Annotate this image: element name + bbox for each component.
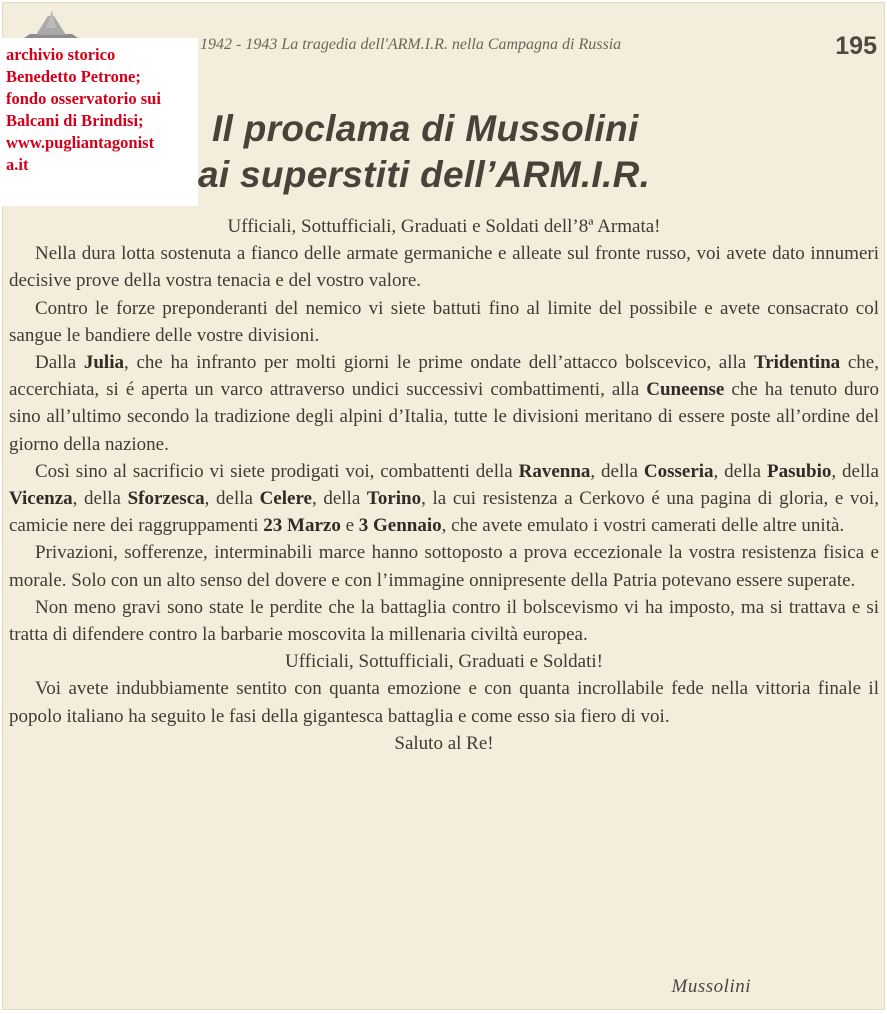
stamp-line: fondo osservatorio sui xyxy=(6,89,161,108)
text-run: , che ha infranto per molti giorni le prime ondate dell’attacco bolscevico, alla xyxy=(123,352,754,374)
stamp-line: a.it xyxy=(6,155,29,174)
unit-name: 23 Marzo xyxy=(263,515,341,537)
running-head: 1942 - 1943 La tragedia dell'ARM.I.R. nella Campagna di Russia xyxy=(200,36,622,53)
division-name: Celere xyxy=(259,488,312,510)
division-name: Sforzesca xyxy=(127,488,205,510)
division-name: Cuneense xyxy=(646,379,725,401)
division-name: Torino xyxy=(366,488,422,510)
article-title xyxy=(198,106,798,198)
paragraph: Privazioni, sofferenze, interminabili marce hanno sottoposto a prova eccezionale la vostra resistenza fisica e morale. Solo con un alto senso del dovere e con l’immagine onnipresente della Patria potevano essere superate. xyxy=(9,542,879,591)
paragraph xyxy=(9,349,879,458)
text-run: , della xyxy=(311,488,367,510)
division-name: Julia xyxy=(83,352,124,374)
paragraph: Nella dura lotta sostenuta a fianco delle armate germaniche e alleate sul fronte russo, voi avete dato innumeri decisive prove della vostra tenacia e del vostro valore. xyxy=(9,243,879,292)
division-name: Ravenna xyxy=(518,460,591,482)
text-run: che ha tenuto duro sino all’ultimo secondo la tradizione degli alpini d’Italia, tutte le divisioni meritano di essere poste all’ordine del giorno della nazione. xyxy=(9,379,879,455)
title-line-2: ai superstiti dell’ARM.I.R. xyxy=(198,154,651,195)
paragraph xyxy=(9,458,879,540)
signature: Mussolini xyxy=(671,976,751,997)
text-run: , della xyxy=(72,488,128,510)
text-run: che, accerchiata, si é aperta un varco attraverso undici successivi combattimenti, alla xyxy=(9,352,879,401)
paragraph: Contro le forze preponderanti del nemico vi siete battuti fino al limite del possibile e avete consacrato col sangue le bandiere delle vostre divisioni. xyxy=(9,297,879,346)
paragraph: Non meno gravi sono state le perdite che la battaglia contro il bolscevismo vi ha imposto, ma si trattava e si tratta di difendere contro la barbarie moscovita la millenaria civiltà europea. xyxy=(9,596,879,646)
text-run: , della xyxy=(590,460,644,482)
closing-line: Saluto al Re! xyxy=(394,732,494,754)
title-line-1: Il proclama di Mussolini xyxy=(212,108,639,149)
text-run: , che avete emulato i vostri camerati delle altre unità. xyxy=(441,515,845,537)
proclamation-body xyxy=(9,213,879,757)
division-name: Cosseria xyxy=(643,460,714,482)
text-run: e xyxy=(340,515,359,537)
text-run: Così sino al sacrificio vi siete prodigati voi, combattenti della xyxy=(35,460,519,482)
stamp-line: archivio storico xyxy=(6,45,116,64)
division-name: Vicenza xyxy=(9,488,73,510)
book-page xyxy=(2,2,885,1010)
stamp-line: Balcani di Brindisi; xyxy=(6,111,144,130)
division-name: Tridentina xyxy=(753,352,841,374)
salutation: Ufficiali, Sottufficiali, Graduati e Soldati dell’8ª Armata! xyxy=(227,216,661,237)
text-run: Dalla xyxy=(35,352,84,374)
salutation: Ufficiali, Sottufficiali, Graduati e Soldati! xyxy=(285,651,603,673)
stamp-line: www.pugliantagonist xyxy=(6,133,155,152)
paragraph: Voi avete indubbiamente sentito con quanta emozione e con quanta incrollabile fede nella vittoria finale il popolo italiano ha seguito le fasi della gigantesca battaglia e come esso sia fiero di voi. xyxy=(9,678,879,727)
unit-name: 3 Gennaio xyxy=(358,515,442,537)
text-run: , la cui resistenza a Cerkovo é una pagina di gloria, e voi, camicie nere dei raggruppamenti xyxy=(9,488,879,537)
text-run: , della xyxy=(831,460,879,482)
text-run: , della xyxy=(204,488,260,510)
archive-watermark-stamp xyxy=(2,38,198,206)
stamp-line: Benedetto Petrone; xyxy=(6,67,141,86)
division-name: Pasubio xyxy=(766,460,832,482)
page-number: 195 xyxy=(835,32,877,60)
text-run: , della xyxy=(713,460,767,482)
